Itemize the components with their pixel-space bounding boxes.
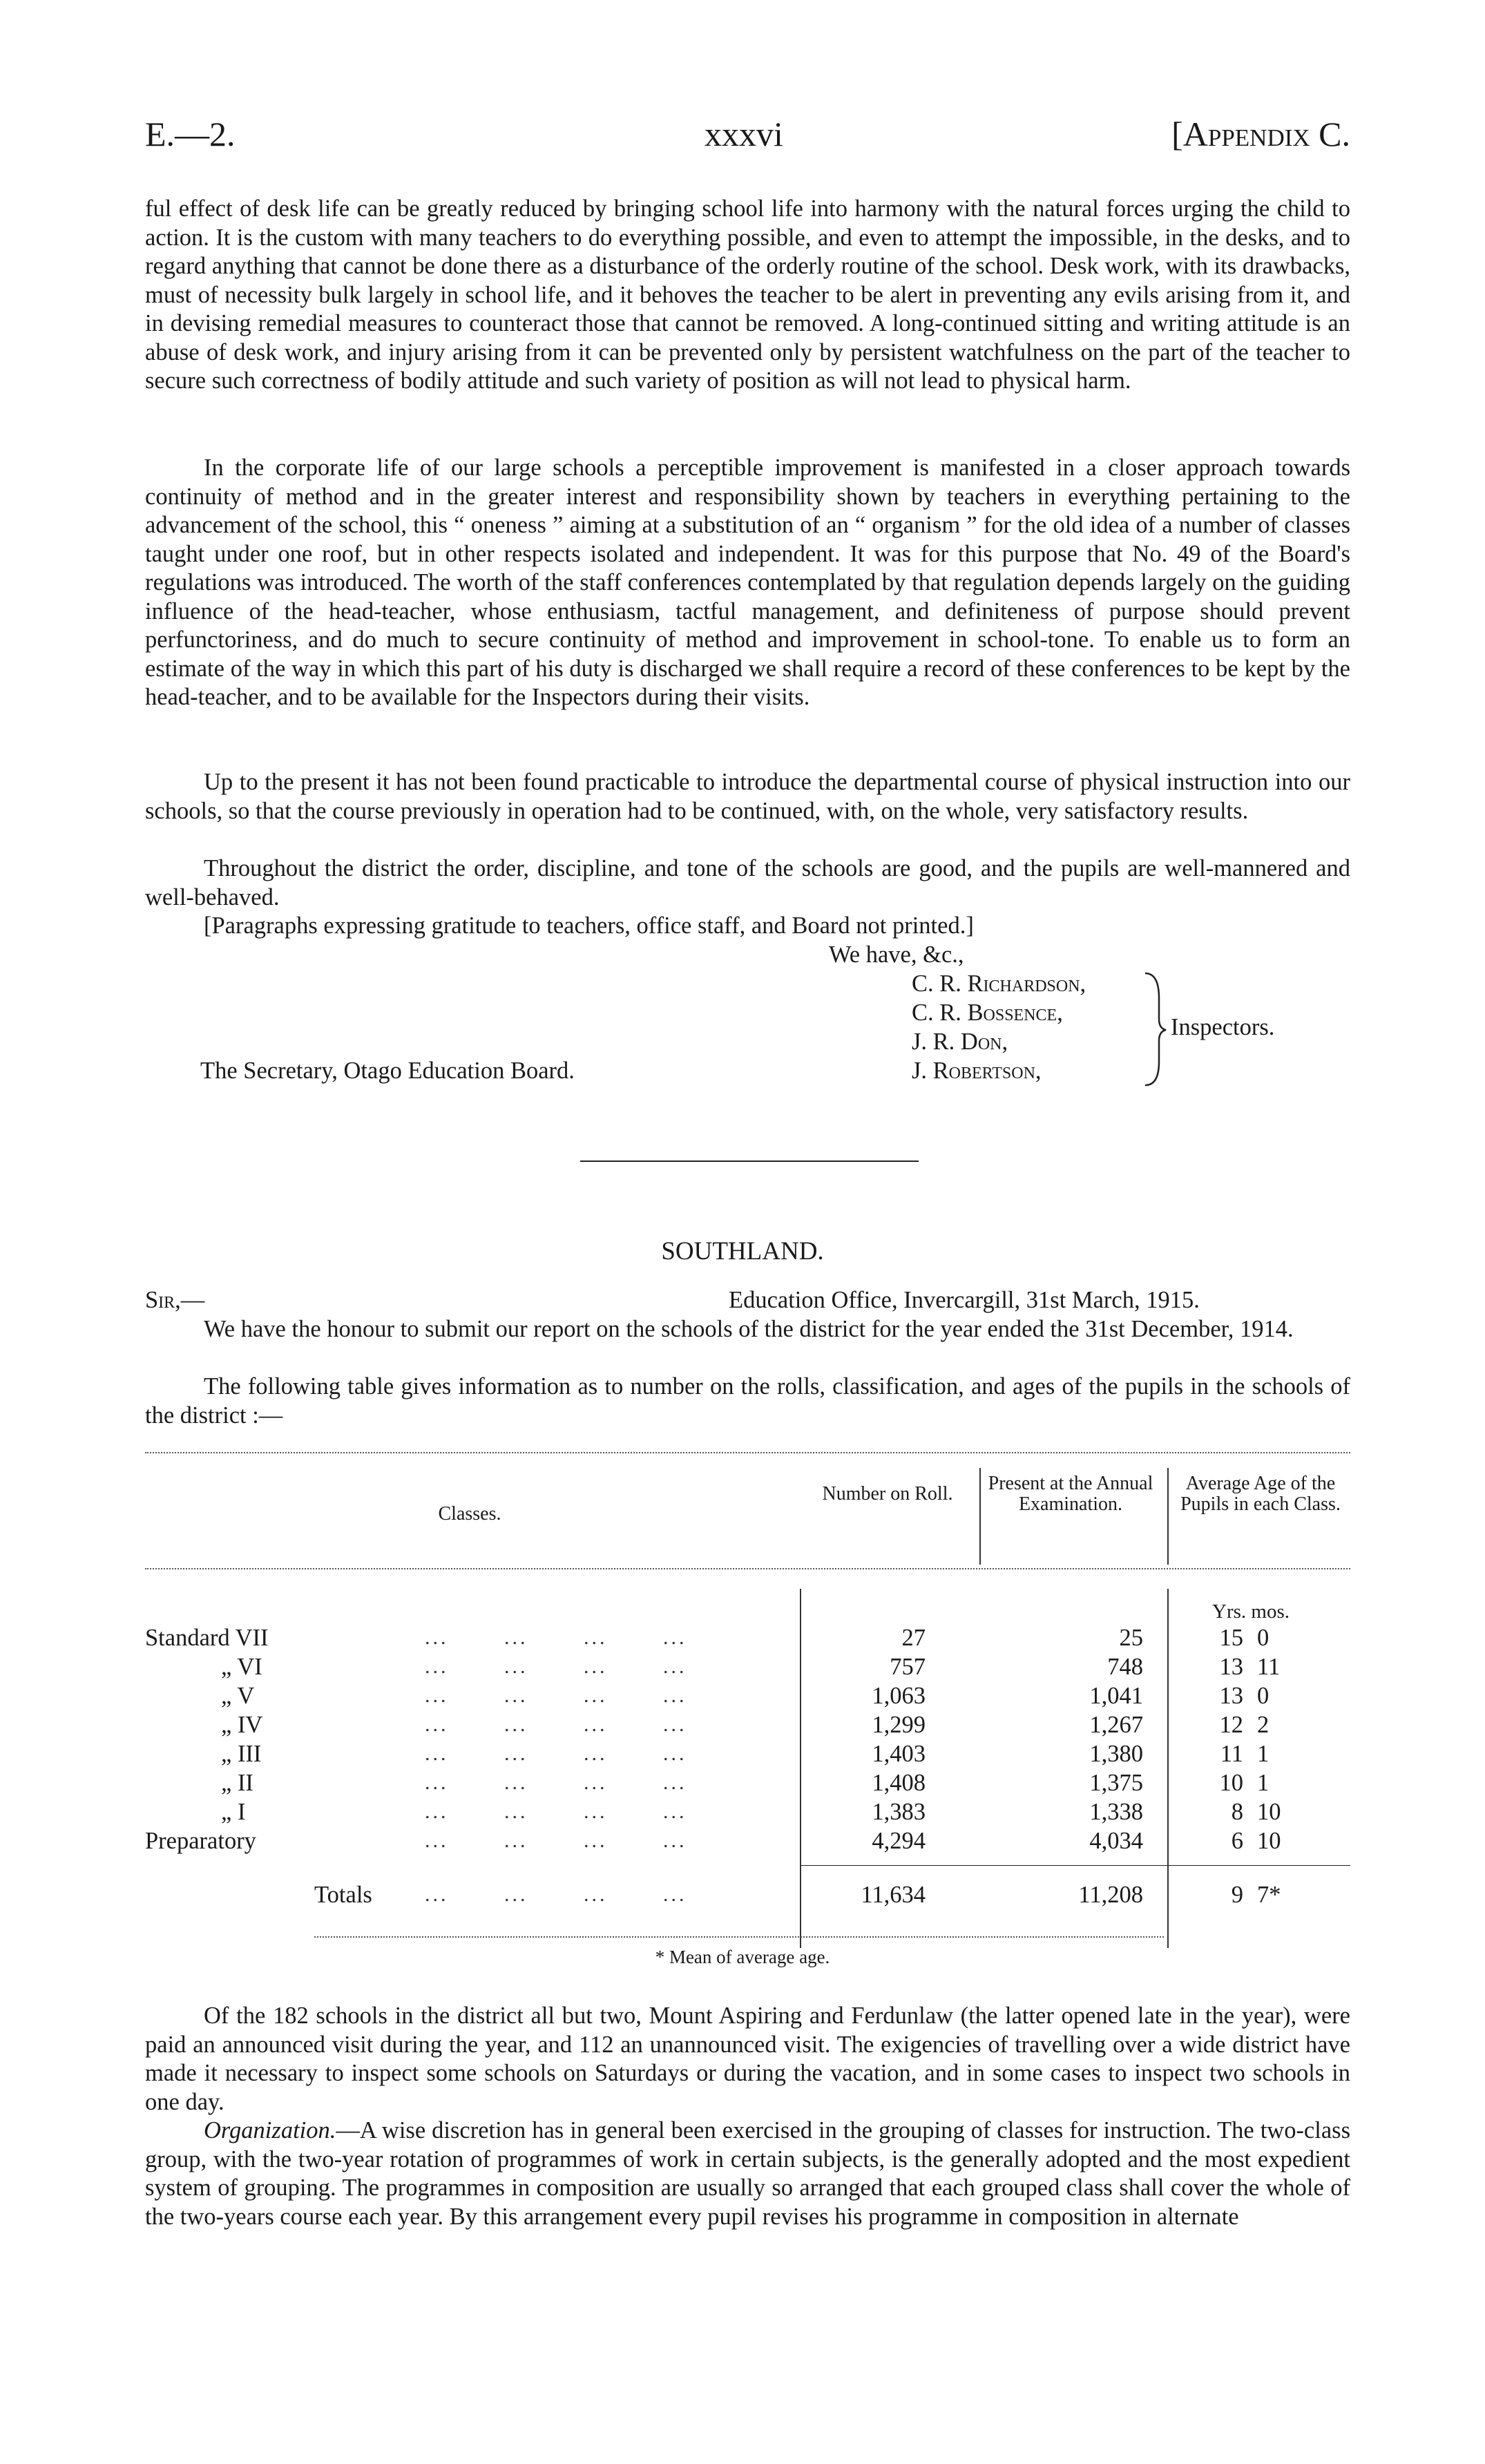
age-months: 10 [1257,1828,1281,1854]
header-roll: Number on Roll. [822,1483,953,1505]
row-label: „ V [221,1683,255,1709]
closing-formula: We have, &c., [829,942,964,968]
roll-value: 1,063 [872,1683,926,1709]
totals-label: Totals [314,1882,372,1908]
header-age: Average Age of the Pupils in each Class. [1180,1473,1341,1515]
leader-dots: ... ... ... ... [425,1713,687,1736]
present-value: 1,375 [1089,1770,1143,1796]
roll-value: 1,383 [872,1799,926,1825]
dateline: Education Office, Invercargill, 31st March, 1915. [729,1287,1200,1313]
leader-dots: ... ... ... ... [425,1800,687,1823]
signatories-brace [1141,971,1169,1088]
present-value: 1,380 [1089,1741,1143,1767]
section-title: SOUTHLAND. [661,1237,824,1266]
section-divider [580,1161,919,1162]
signatory: C. R. Richardson, [912,971,1086,997]
age-years: 12 [1219,1712,1243,1738]
row-label: „ III [221,1741,262,1767]
roll-value: 1,299 [872,1712,926,1738]
signatory: J. Robertson, [912,1058,1042,1084]
age-years: 10 [1219,1770,1243,1796]
row-label: „ VI [221,1654,262,1680]
totals-rule [800,1865,1350,1866]
page-reference: E.—2. [145,115,236,153]
present-total: 11,208 [1078,1882,1143,1908]
age-months: 1 [1257,1741,1270,1767]
intro-paragraph-2: The following table gives information as to number on the rolls, classification, and ages of the pupils in the schools of the district :— [145,1373,1350,1429]
age-years-total: 9 [1231,1882,1243,1908]
roll-value: 757 [890,1654,926,1680]
leader-dots: ... ... ... ... [425,1626,687,1649]
signatory: J. R. Don, [912,1029,1008,1055]
header-present: Present at the Annual Examination. [988,1473,1153,1515]
age-months: 10 [1257,1799,1281,1825]
leader-dots: ... ... ... ... [425,1771,687,1794]
signatory: C. R. Bossence, [912,1000,1063,1026]
age-years: 15 [1219,1625,1243,1651]
age-months: 2 [1257,1712,1270,1738]
table-bottom-rule [314,1936,1164,1938]
age-years: 8 [1231,1799,1243,1825]
leader-dots: ... ... ... ... [425,1829,687,1852]
age-months: 1 [1257,1770,1270,1796]
table-top-rule [145,1452,1350,1453]
age-years: 13 [1219,1683,1243,1709]
organization-text: —A wise discretion has in general been exercised in the grouping of classes for instruction. The two-class group, with the two-year rotation of programmes of work in certain subjects, is the generally adopted and the most expedient system of grouping. The programmes in composition are usually so arranged that each grouped class shall cover the whole of the two-years course each year. By this arrangement every pupil revises his programme in composition in alternate [145,2117,1350,2230]
header-divider [1167,1468,1169,1565]
present-value: 1,338 [1089,1799,1143,1825]
age-months: 0 [1257,1683,1270,1709]
leader-dots: ... ... ... ... [425,1655,687,1678]
age-years: 11 [1220,1741,1243,1767]
row-label: Standard VII [145,1625,269,1651]
roll-total: 11,634 [861,1882,926,1908]
header-bottom-rule [145,1568,1350,1569]
age-units: Yrs. mos. [1212,1601,1290,1623]
roll-value: 1,403 [872,1741,926,1767]
row-label: Preparatory [145,1828,256,1854]
page-number: xxxvi [705,115,783,153]
appendix-label: [Appendix C. [1171,115,1350,153]
present-value: 1,041 [1089,1683,1143,1709]
present-value: 25 [1119,1625,1143,1651]
header-classes: Classes. [438,1503,501,1525]
roll-value: 1,408 [872,1770,926,1796]
row-label: „ IV [221,1712,263,1738]
intro-paragraph-1: We have the honour to submit our report on the schools of the district for the year ended the 31st December, 1914. [204,1316,1294,1342]
otago-paragraph-4: Throughout the district the order, discipline, and tone of the schools are good, and the pupils are well-mannered and well-behaved. [145,855,1350,910]
addressee: The Secretary, Otago Education Board. [200,1058,575,1084]
column-divider [800,1589,801,1948]
age-months-total: 7* [1257,1882,1281,1908]
age-months: 0 [1257,1625,1270,1651]
header-divider [979,1468,981,1565]
salutation: Sir,— [145,1287,205,1313]
age-years: 13 [1219,1654,1243,1680]
leader-dots: ... ... ... ... [425,1742,687,1765]
row-label: „ II [221,1770,253,1796]
present-value: 1,267 [1089,1712,1143,1738]
otago-omission-note: [Paragraphs expressing gratitude to teachers, office staff, and Board not printed.] [204,913,974,939]
southland-paragraph-1: Of the 182 schools in the district all but two, Mount Aspiring and Ferdunlaw (the latter opened late in the year), were paid an announced visit during the year, and 112 an unannounced visit. The exigencies of travelling over a wide district have made it necessary to inspect some schools on Saturdays or during the vacation, and in some cases to inspect two schools in one day. [145,2003,1350,2115]
otago-paragraph-1: ful effect of desk life can be greatly reduced by bringing school life into harmony with the natural forces urging the child to action. It is the custom with many teachers to do everything possible, and even to attempt the impossible, in the desks, and to regard anything that cannot be done there as a disturbance of the orderly routine of the school. Desk work, with its drawbacks, must of necessity bulk largely in school life, and it behoves the teacher to be alert in preventing any evils arising from it, and in devising remedial measures to counteract those that cannot be removed. A long-continued sitting and writing attitude is an abuse of desk work, and injury arising from it can be prevented only by persistent watchfulness on the part of the teacher to secure such correctness of bodily attitude and such variety of position as will not lead to physical harm. [145,195,1350,394]
age-months: 11 [1257,1654,1281,1680]
leader-dots: ... ... ... ... [425,1883,687,1906]
column-divider [1167,1589,1169,1948]
otago-paragraph-2: In the corporate life of our large schools a perceptible improvement is manifested in a closer approach towards continuity of method and in the greater interest and responsibility shown by teachers in everything pertaining to the advancement of the school, this “ oneness ” aiming at a substitution of an “ organism ” for the old idea of a number of classes taught under one roof, but in other respects isolated and independent. It was for this purpose that No. 49 of the Board's regulations was introduced. The worth of the staff conferences contemplated by that regulation depends largely on the guiding influence of the head-teacher, whose enthusiasm, tactful management, and definiteness of purpose should prevent perfunctoriness, and do much to secure continuity of method and improvement in school-tone. To enable us to form an estimate of the way in which this part of his duty is discharged we shall require a record of these conferences to be kept by the head-teacher, and to be available for the Inspectors during their visits. [145,455,1350,710]
row-label: „ I [221,1799,246,1825]
roll-value: 27 [901,1625,926,1651]
organization-heading: Organization. [204,2117,336,2143]
otago-paragraph-3: Up to the present it has not been found practicable to introduce the departmental course of physical instruction into our schools, so that the course previously in operation had to be continued, with, on the whole, very satisfactory results. [145,769,1350,824]
table-footnote: * Mean of average age. [655,1947,830,1967]
roll-value: 4,294 [872,1828,926,1854]
organization-paragraph [145,2117,1350,2231]
leader-dots: ... ... ... ... [425,1684,687,1707]
present-value: 4,034 [1089,1828,1143,1854]
age-years: 6 [1231,1828,1243,1854]
signatories-role: Inspectors. [1171,1014,1275,1040]
present-value: 748 [1107,1654,1143,1680]
